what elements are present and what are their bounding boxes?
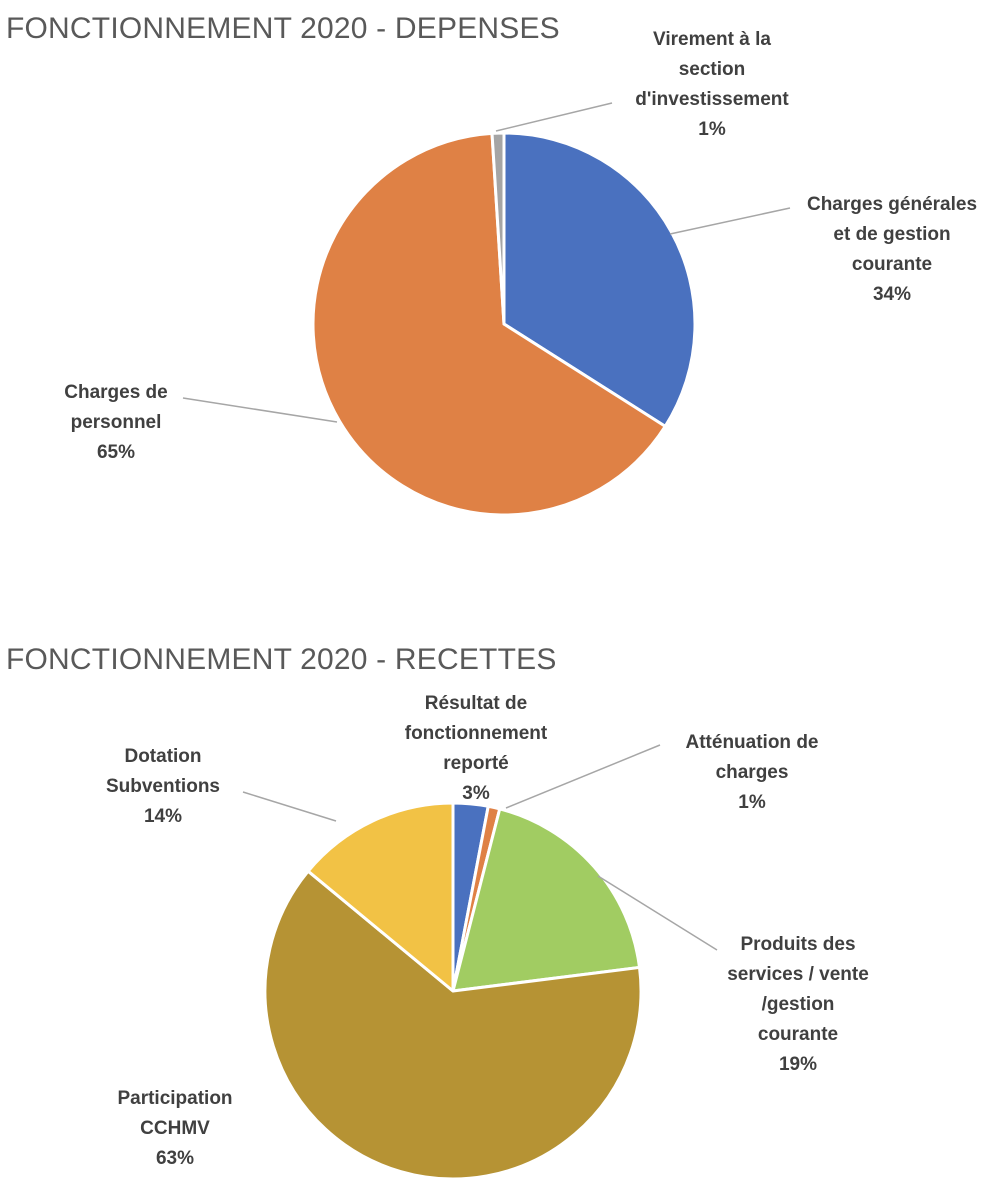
slice-label-charges-de-personnel: personnel <box>70 412 162 433</box>
slice-label-produits-des-services-vente-gestion-courante: /gestion <box>761 994 835 1015</box>
slice-label-participation-cchmv: CCHMV <box>140 1118 210 1139</box>
slice-label-produits-des-services-vente-gestion-courante: Produits des <box>740 934 856 955</box>
slice-label-virement-a-la-section-d-investissement: d'investissement <box>635 89 789 110</box>
slice-label-charges-de-personnel: Charges de <box>64 382 168 403</box>
slice-label-produits-des-services-vente-gestion-courante: services / vente <box>727 964 869 985</box>
slice-label-charges-generales-et-de-gestion-courante: Charges générales <box>806 194 978 215</box>
slice-label-produits-des-services-vente-gestion-courante: courante <box>757 1024 839 1045</box>
slice-label-dotation-subventions: Subventions <box>105 776 221 797</box>
slice-label-resultat-de-fonctionnement-reporte: Résultat de <box>424 693 528 714</box>
slice-label-resultat-de-fonctionnement-reporte: fonctionnement <box>404 723 548 744</box>
slice-percent-label-participation-cchmv: 63% <box>155 1148 195 1169</box>
slice-label-virement-a-la-section-d-investissement: section <box>678 59 746 80</box>
slice-percent-label-charges-generales-et-de-gestion-courante: 34% <box>872 284 912 305</box>
slice-percent-label-virement-a-la-section-d-investissement: 1% <box>698 119 726 140</box>
leader-line-dotation-subventions <box>243 792 336 821</box>
slice-percent-label-resultat-de-fonctionnement-reporte: 3% <box>462 783 490 804</box>
slice-label-charges-generales-et-de-gestion-courante: courante <box>851 254 933 275</box>
slice-label-resultat-de-fonctionnement-reporte: reporté <box>443 753 509 774</box>
slice-label-charges-generales-et-de-gestion-courante: et de gestion <box>833 224 951 245</box>
slice-percent-label-dotation-subventions: 14% <box>143 806 183 827</box>
chart-title-depenses: FONCTIONNEMENT 2020 - DEPENSES <box>6 12 560 45</box>
leader-line-attenuation-de-charges <box>506 745 660 808</box>
slice-label-dotation-subventions: Dotation <box>124 746 202 767</box>
slice-percent-label-charges-de-personnel: 65% <box>96 442 136 463</box>
slice-percent-label-produits-des-services-vente-gestion-courante: 19% <box>778 1054 818 1075</box>
slice-label-attenuation-de-charges: charges <box>715 762 789 783</box>
chart-title-recettes: FONCTIONNEMENT 2020 - RECETTES <box>6 643 557 676</box>
slice-label-attenuation-de-charges: Atténuation de <box>685 732 819 753</box>
slice-label-participation-cchmv: Participation <box>117 1088 233 1109</box>
slice-percent-label-attenuation-de-charges: 1% <box>738 792 766 813</box>
slice-label-virement-a-la-section-d-investissement: Virement à la <box>653 29 771 50</box>
